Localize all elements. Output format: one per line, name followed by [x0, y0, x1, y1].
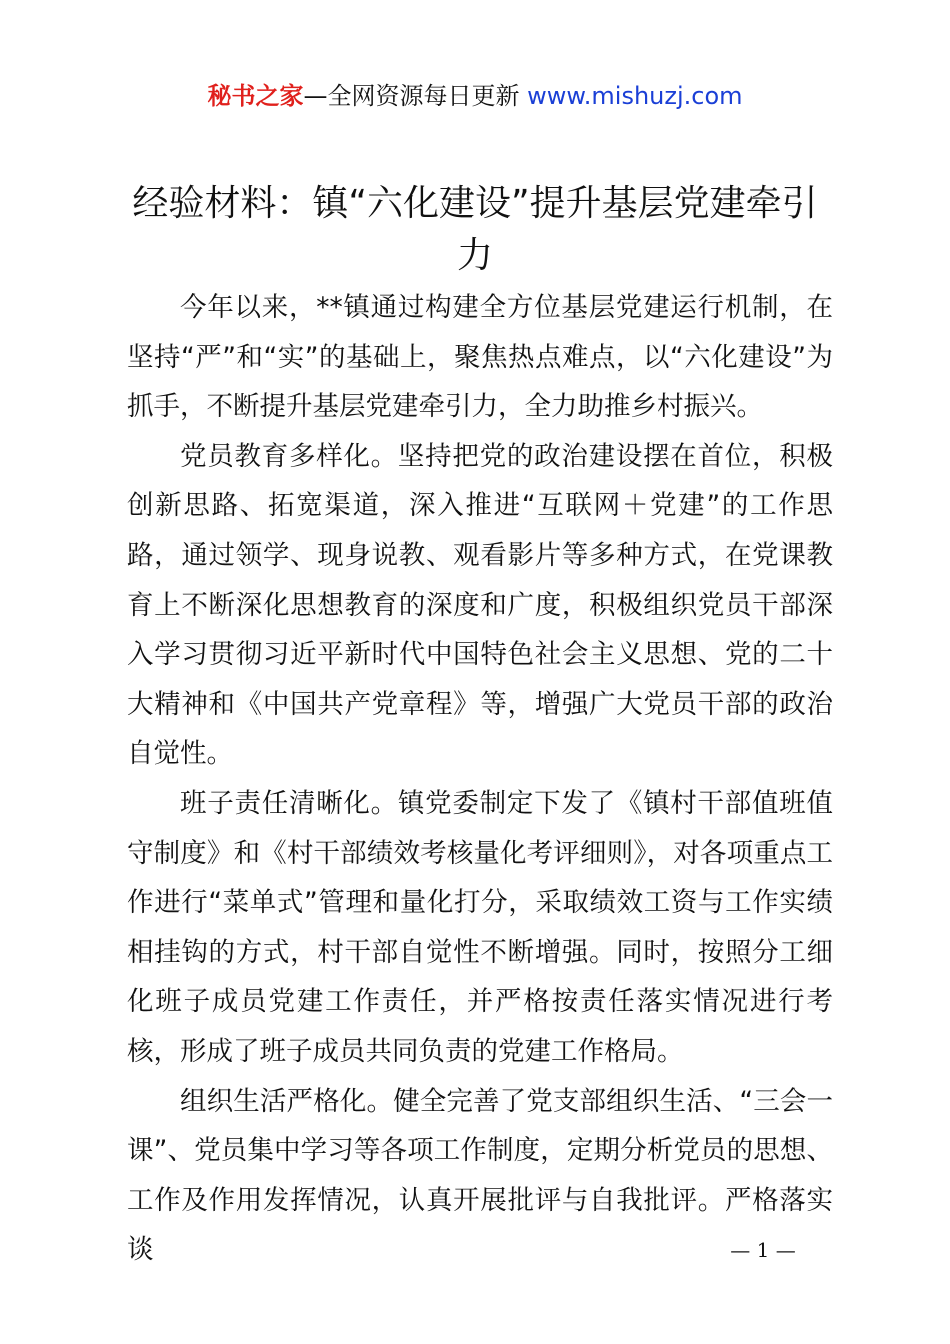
document-title: 经验材料：镇“六化建设”提升基层党建牵引力 — [132, 183, 818, 276]
paragraph-responsibility: 班子责任清晰化。镇党委制定下发了《镇村干部值班值守制度》和《村干部绩效考核量化考评细则》，对各项重点工作进行“菜单式”管理和量化打分，采取绩效工资与工作实绩相挂钩的方式，村干部自觉性不断增强。同时，按照分工细化班子成员党建工作责任，并严格按责任落实情况进行考核，形成了班子成员共同负责的党建工作格局。 — [127, 787, 833, 1067]
brand-name: 秘书之家 — [207, 82, 304, 110]
site-banner — [0, 80, 950, 112]
document-body — [127, 283, 833, 1275]
page-number: — 1 — — [730, 1238, 796, 1262]
paragraph-intro: 今年以来，**镇通过构建全方位基层党建运行机制，在坚持“严”和“实”的基础上，聚焦热点难点，以“六化建设”为抓手，不断提升基层党建牵引力，全力助推乡村振兴。 — [127, 292, 833, 423]
banner-tagline: 全网资源每日更新 — [327, 82, 520, 110]
paragraph-education: 党员教育多样化。坚持把党的政治建设摆在首位，积极创新思路、拓宽渠道，深入推进“互联网＋党建”的工作思路，通过领学、现身说教、观看影片等多种方式，在党课教育上不断深化思想教育的深度和广度，积极组织党员干部深入学习贯彻习近平新时代中国特色社会主义思想、党的二十大精神和《中国共产党章程》等，增强广大党员干部的政治自觉性。 — [127, 440, 833, 770]
paragraph-organization: 组织生活严格化。健全完善了党支部组织生活、“三会一课”、党员集中学习等各项工作制度，定期分析党员的思想、工作及作用发挥情况，认真开展批评与自我批评。严格落实谈 — [127, 1085, 833, 1266]
site-url-link[interactable]: www.mishuzj.com — [527, 82, 743, 110]
banner-dash: — — [303, 82, 328, 110]
